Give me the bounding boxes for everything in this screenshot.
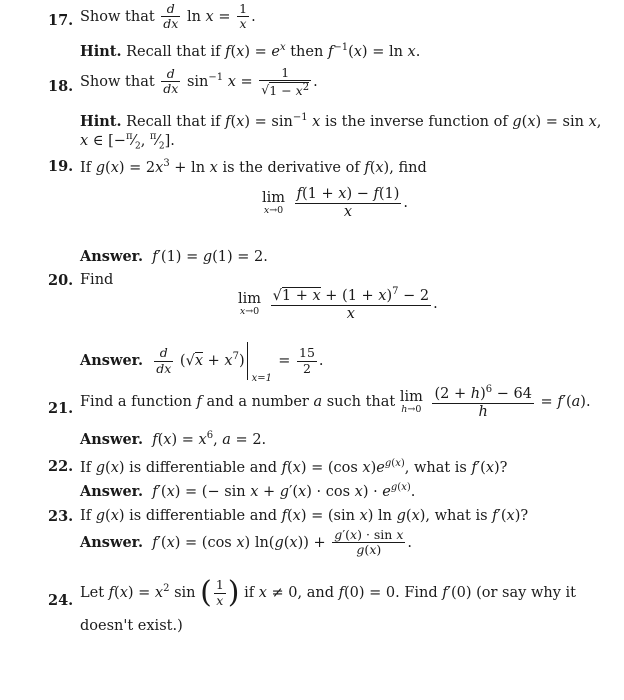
math: $\frac{1}{√1 - x^2}$ — [261, 65, 310, 98]
problem-20-lead: Find — [80, 272, 114, 288]
hint-label: Hint. — [80, 112, 122, 130]
math: $\frac{1}{x}$ — [215, 577, 224, 608]
problem-20-answer: Answer. $\frac{d}{dx}$ $(√x + x^7)$ x=1 = $\frac{15}{2}$ . — [80, 342, 324, 380]
problem-17-hint: Hint. Recall that if $f(x) = e^x$ then $f^{-1}(x) = \ln x$. — [80, 42, 421, 60]
problem-23-number: 23. — [48, 508, 74, 525]
lim-operator: lim h→0 — [399, 389, 423, 415]
problem-24-tail: and — [306, 585, 335, 601]
answer-label: Answer. — [80, 430, 144, 448]
problem-24-line2: doesn't exist.) — [80, 618, 183, 634]
lim-operator: lim x→0 — [238, 291, 262, 317]
problem-24-statement: Let $f(x) = x^2$ sin ( $\frac{1}{x}$ ) if x ≠ 0, and f(0) = 0. Find f′(0) (or say why it — [80, 575, 576, 610]
problem-19-limit: lim x→0 $\frac{f(1 + x) - f(1)}{x}$ . — [262, 186, 409, 220]
problem-23-mid: is differentiable and — [129, 508, 277, 524]
evaluation-bar: x=1 — [247, 342, 274, 380]
problem-21-tail: such that — [326, 394, 396, 411]
problem-19-find2: find — [398, 159, 427, 176]
problem-19-lead: If — [80, 159, 92, 176]
problem-18-statement: Show that $\frac{d}{dx}$ $\sin^{-1} x$ = $\frac{1}{√1 - x^2}$ . — [80, 65, 318, 98]
math: $\frac{1}{x}$ — [239, 1, 248, 32]
problem-19-number: 19. — [48, 158, 74, 175]
hint-label: Hint. — [80, 42, 122, 60]
problem-18-lead: Show that — [80, 73, 155, 90]
math: $\frac{f(1 + x) - f(1)}{x}$ — [296, 186, 400, 220]
math: $\frac{\text{g′(x) · sin x}}{g(x)}$ — [334, 527, 404, 558]
math: $\frac{√1 + x + (1 + x)^7 - 2}{x}$ — [272, 286, 430, 322]
problem-22-tail: what is — [413, 459, 467, 476]
problem-18-number: 18. — [48, 78, 74, 95]
problem-23-tail: what is — [434, 508, 488, 524]
math: $\frac{d}{dx}$ — [163, 66, 179, 97]
problem-22-number: 22. — [48, 458, 74, 475]
answer-label: Answer. — [80, 533, 144, 551]
problem-24-end2: (or say why it — [476, 585, 576, 601]
problem-22-statement: If g(x) is differentiable and f(x) = (cos $x)e^{g(x)}$, what is f′(x)? — [80, 458, 508, 476]
problem-19-answer: Answer. f′(1) = g(1) = 2. — [80, 248, 268, 265]
math: $\frac{(2 + h)^6 - 64}{h}$ — [434, 384, 532, 420]
problem-21-mid: and a number — [206, 394, 309, 411]
problem-21-answer: Answer. $f(x) = x^6$, a = 2. — [80, 430, 267, 448]
answer-label: Answer. — [80, 482, 144, 500]
problem-21-number: 21. — [48, 400, 74, 417]
problem-22-mid: is differentiable and — [129, 459, 277, 476]
problem-24-lead: Let — [80, 585, 105, 601]
problem-23-lead: If — [80, 508, 92, 524]
problem-17-number: 17. — [48, 12, 74, 29]
problem-20-limit: lim x→0 $\frac{√1 + x + (1 + x)^7 - 2}{x}$ . — [238, 286, 438, 322]
problem-24-mid: if — [244, 585, 255, 601]
problem-17-statement: Show that $\frac{d}{dx}$ ln x = $\frac{1}{x}$ . — [80, 1, 256, 32]
problem-18-hint-domain: x ∈ [$-^\pi⁄_2$, $^\pi⁄_2$]. — [80, 131, 175, 152]
problem-21-lead: Find a function — [80, 394, 192, 411]
problem-24-number: 24. — [48, 592, 74, 609]
math: $\frac{d}{dx}$ — [163, 1, 179, 32]
problem-22-lead: If — [80, 459, 92, 476]
problem-23-answer: Answer. f′(x) = (cos x) ln(g(x)) + $\frac{\text{g′(x) · sin x}}{g(x)}$ . — [80, 527, 412, 558]
lim-operator: lim x→0 — [262, 190, 286, 216]
problem-24-end: Find — [404, 585, 438, 601]
math: $\frac{15}{2}$ — [299, 345, 315, 376]
answer-label: Answer. — [80, 352, 144, 369]
answer-label: Answer. — [80, 248, 144, 265]
problem-22-answer: Answer. f′(x) = (− $\sin x + g'(x) \cdot \cos x) \cdot e^{g(x)}$. — [80, 482, 416, 500]
problem-20-number: 20. — [48, 272, 74, 289]
math: $\frac{d}{dx}$ — [156, 345, 172, 376]
problem-20-statement — [80, 272, 113, 288]
hint-text: Recall that if — [126, 113, 221, 130]
problem-18-hint: Hint. Recall that if $f(x) = \sin^{-1} x$ is the inverse function of g(x) = sin x, — [80, 112, 602, 130]
hint-text: Recall that if — [126, 43, 221, 60]
problem-23-statement: If g(x) is differentiable and f(x) = (sin x) ln g(x), what is f′(x)? — [80, 508, 529, 524]
problem-21-statement: Find a function f and a number a such that lim h→0 $\frac{(2 + h)^6 - 64}{h}$ = f′(a). — [80, 384, 591, 420]
problem-19-find: is the derivative of — [222, 159, 360, 176]
problem-17-lead: Show that — [80, 8, 155, 25]
problem-19-statement: If $g(x) = 2x^3 + \ln x$ is the derivative of f(x), find — [80, 158, 427, 176]
